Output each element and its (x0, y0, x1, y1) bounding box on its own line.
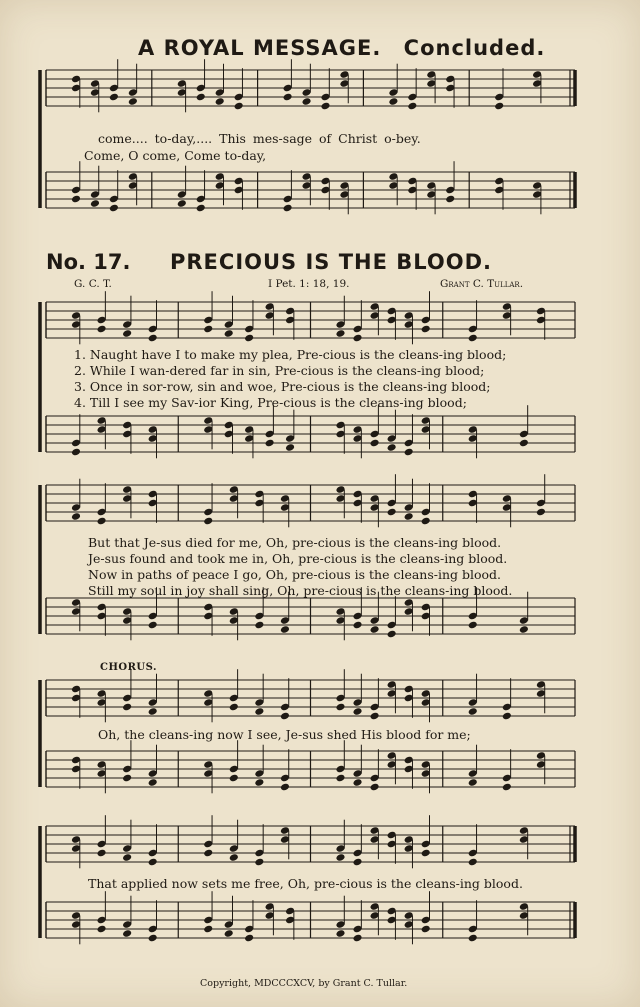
note-head (109, 93, 119, 102)
author-initials: G. C. T. (74, 278, 112, 290)
note-head (90, 199, 100, 208)
note-head (468, 858, 478, 867)
note-head (519, 439, 529, 448)
verse-lyrics-line: 4. Till I see my Sav-ior King, Pre-cious is the cleans-ing blood; (74, 395, 467, 410)
note-head (229, 703, 239, 712)
note-head (148, 778, 158, 787)
note-head (353, 707, 363, 716)
note-head (280, 625, 290, 634)
note-head (421, 849, 431, 858)
note-head (302, 97, 312, 106)
verse-lyrics-line: 1. Naught have I to make my plea, Pre-cious is the cleans-ing blood; (74, 347, 507, 362)
note-head (203, 325, 213, 334)
note-head (283, 93, 293, 102)
note-head (370, 712, 380, 721)
note-head (224, 929, 234, 938)
note-head (502, 712, 512, 721)
note-head (148, 621, 158, 630)
note-head (122, 703, 132, 712)
lyrics-line: come.... to-day,.... This mes-sage of Christ o-bey. (98, 131, 421, 146)
note-head (254, 621, 264, 630)
note-head (254, 778, 264, 787)
note-head (468, 334, 478, 343)
note-head (494, 102, 504, 111)
chorus-lyrics-line: That applied now sets me free, Oh, pre-cious is the cleans-ing blood. (88, 876, 523, 891)
note-head (244, 934, 254, 943)
note-head (404, 448, 414, 457)
note-head (353, 778, 363, 787)
note-head (283, 204, 293, 213)
note-head (97, 517, 107, 526)
note-head (234, 102, 244, 111)
note-head (404, 512, 414, 521)
scripture-reference: I Pet. 1: 18, 19. (268, 278, 350, 290)
copyright-notice: Copyright, MDCCCXCV, by Grant C. Tullar. (200, 978, 408, 989)
note-head (421, 925, 431, 934)
note-head (370, 625, 380, 634)
note-head (71, 448, 81, 457)
note-head (320, 102, 330, 111)
note-head (148, 934, 158, 943)
chorus-label: CHORUS. (100, 662, 157, 673)
note-head (224, 329, 234, 338)
lyrics-line: Come, O come, Come to-day, (84, 148, 267, 163)
note-head (229, 774, 239, 783)
section-title-text: A ROYAL MESSAGE. (138, 36, 382, 60)
note-head (148, 858, 158, 867)
note-head (244, 334, 254, 343)
note-head (335, 703, 345, 712)
verse-lyrics-line: Now in paths of peace I go, Oh, pre-cious is the cleans-ing blood. (88, 567, 502, 582)
note-head (421, 517, 431, 526)
note-head (335, 774, 345, 783)
note-head (335, 853, 345, 862)
note-head (97, 925, 107, 934)
note-head (353, 934, 363, 943)
note-head (536, 508, 546, 517)
hymn-title: PRECIOUS IS THE BLOOD. (170, 250, 493, 274)
note-head (203, 925, 213, 934)
note-head (97, 325, 107, 334)
note-head (353, 858, 363, 867)
note-head (353, 334, 363, 343)
note-head (196, 93, 206, 102)
note-head (387, 630, 397, 639)
note-head (148, 334, 158, 343)
note-head (387, 443, 397, 452)
note-head (407, 102, 417, 111)
section-title (138, 36, 545, 60)
note-head (122, 329, 132, 338)
note-head (335, 929, 345, 938)
note-head (196, 204, 206, 213)
note-head (519, 625, 529, 634)
note-head (265, 439, 275, 448)
note-head (285, 443, 295, 452)
note-head (128, 97, 138, 106)
section-subtitle: Concluded. (403, 36, 546, 60)
note-head (254, 858, 264, 867)
note-head (148, 707, 158, 716)
note-head (280, 783, 290, 792)
note-head (71, 512, 81, 521)
note-head (122, 774, 132, 783)
hymn-number: No. 17. (46, 250, 131, 274)
note-head (122, 853, 132, 862)
note-head (468, 934, 478, 943)
note-head (203, 849, 213, 858)
note-head (122, 929, 132, 938)
note-head (445, 195, 455, 204)
note-head (370, 439, 380, 448)
verse-lyrics-line: 3. Once in sor-row, sin and woe, Pre-cious is the cleans-ing blood; (74, 379, 491, 394)
note-head (280, 712, 290, 721)
verse-lyrics-line: Je-sus found and took me in, Oh, pre-cious is the cleans-ing blood. (88, 551, 508, 566)
note-head (421, 325, 431, 334)
note-head (254, 707, 264, 716)
note-head (97, 849, 107, 858)
note-head (71, 195, 81, 204)
note-head (468, 778, 478, 787)
note-head (468, 621, 478, 630)
note-head (177, 199, 187, 208)
note-head (370, 783, 380, 792)
verse-lyrics-line: But that Je-sus died for me, Oh, pre-cious is the cleans-ing blood. (88, 535, 502, 550)
note-head (335, 329, 345, 338)
note-head (388, 97, 398, 106)
composer-credit: Grant C. Tullar. (440, 278, 524, 290)
note-head (353, 621, 363, 630)
chorus-lyrics-line: Oh, the cleans-ing now I see, Je-sus shed His blood for me; (98, 727, 471, 742)
note-head (468, 707, 478, 716)
note-head (109, 204, 119, 213)
verse-lyrics-line: 2. While I wan-dered far in sin, Pre-cious is the cleans-ing blood; (74, 363, 485, 378)
note-head (203, 517, 213, 526)
note-head (502, 783, 512, 792)
verse-lyrics-line: Still my soul in joy shall sing, Oh, pre-cious is the cleans-ing blood. (88, 583, 513, 598)
note-head (387, 508, 397, 517)
note-head (215, 97, 225, 106)
note-head (229, 853, 239, 862)
